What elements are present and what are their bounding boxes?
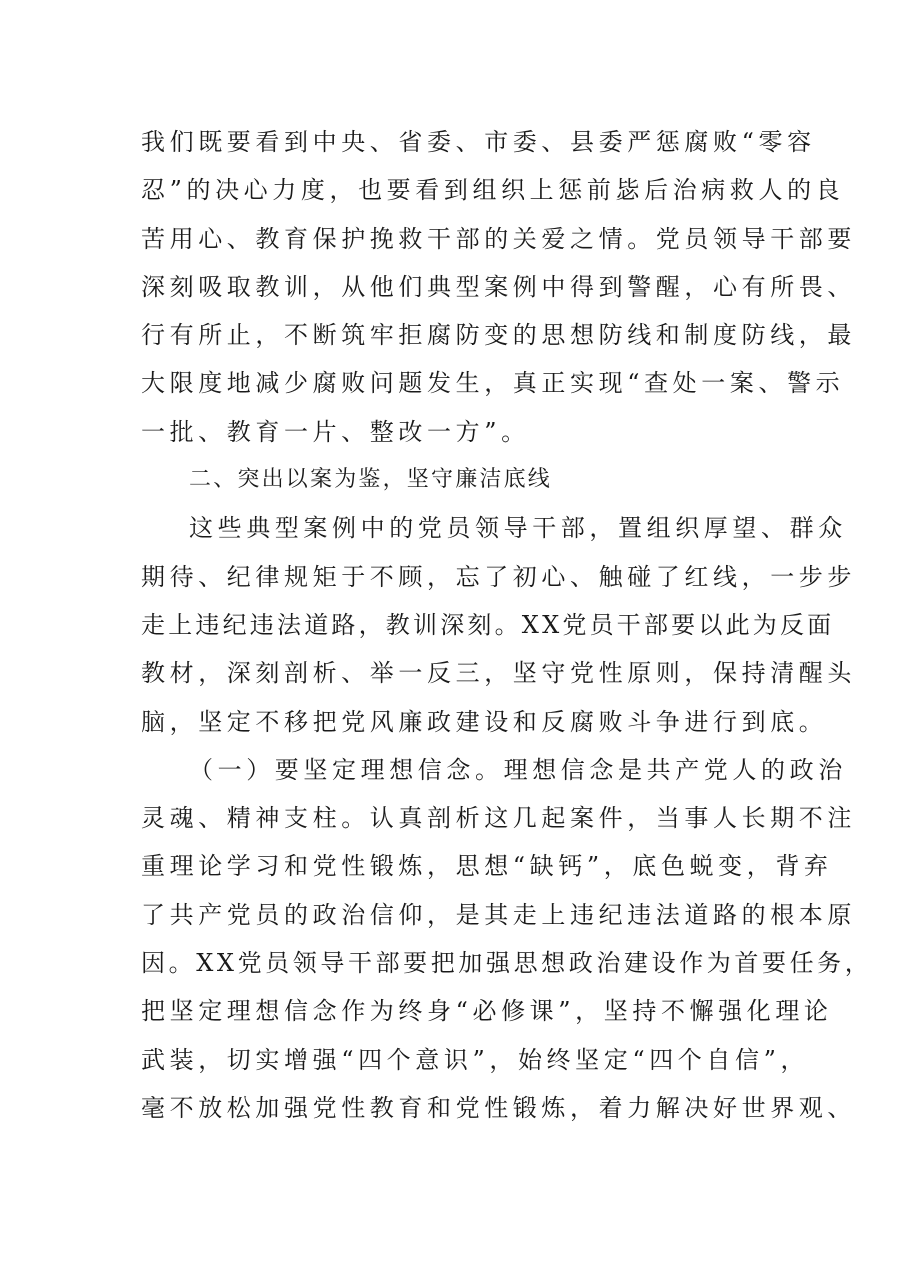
section-heading: 二、突出以案为鉴，坚守廉洁底线 [189,467,553,493]
text-line: 忍”的决心力度，也要看到组织上惩前毖后治病救人的良 [141,176,845,205]
document-body [141,118,873,1132]
paragraph-start: 这些典型案例中的党员领导干部，置组织厚望、群众 [189,514,847,543]
text-line: 脑，坚定不移把党风廉政建设和反腐败斗争进行到底。 [141,707,828,736]
text-line: 一批、教育一片、整改一方”。 [141,417,530,446]
text-line: 重理论学习和党性锻炼，思想“缺钙”，底色蜕变，背弃 [141,852,833,881]
text-line: 灵魂、精神支柱。认真剖析这几起案件，当事人长期不注 [141,804,856,833]
text-line: 把坚定理想信念作为终身“必修课”，坚持不懈强化理论 [141,997,833,1026]
text-line: 了共产党员的政治信仰，是其走上违纪违法道路的根本原 [141,900,856,929]
paragraph-start: （一）要坚定理想信念。理想信念是共产党人的政治 [189,755,847,784]
text-line: 走上违纪违法道路，教训深刻。XX党员干部要以此为反面 [141,610,835,639]
text-line: 我们既要看到中央、省委、市委、县委严惩腐败“零容 [141,128,816,156]
text-line: 因。XX党员领导干部要把加强思想政治建设作为首要任务， [141,949,873,978]
text-line: 教材，深刻剖析、举一反三，坚守党性原则，保持清醒头 [141,659,856,688]
text-line: 毫不放松加强党性教育和党性锻炼，着力解决好世界观、 [141,1093,856,1122]
text-line: 大限度地减少腐败问题发生，真正实现“查处一案、警示 [141,369,845,398]
text-line: 期待、纪律规矩于不顾，忘了初心、触碰了红线，一步步 [141,562,856,591]
text-line: 武装，切实增强“四个意识”，始终坚定“四个自信”， [141,1045,810,1074]
text-line: 行有所止，不断筑牢拒腐防变的思想防线和制度防线，最 [141,321,856,350]
text-line: 深刻吸取教训，从他们典型案例中得到警醒，心有所畏、 [141,272,856,301]
text-line: 苦用心、教育保护挽救干部的关爱之情。党员领导干部要 [141,224,856,253]
